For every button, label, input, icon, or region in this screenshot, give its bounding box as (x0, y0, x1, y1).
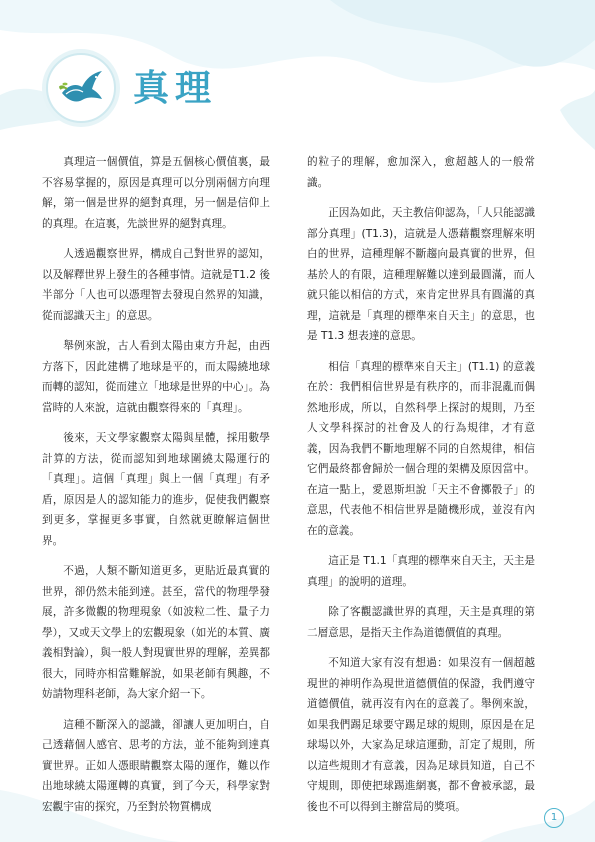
paragraph: 這種不斷深入的認識，卻讓人更加明白，自己透藉個人感官、思考的方法，並不能夠到達真實世界。正如人憑眼睛觀察太陽的運作，難以作出地球繞太陽運轉的真實，到了今天，科學家對宏觀宇宙的探究，乃至對於物質構成 (42, 718, 270, 813)
paragraph: 相信「真理的標準來自天主」(T1.1) 的意義在於：我們相信世界是有秩序的，而非混亂而偶然地形成，所以，自然科學上探討的規則，乃至人文學科探討的社會及人的行為規律，才有意義，因為我們不斷地理解不同的自然規律，相信它們最終都會歸於一個合理的架構及原因當中。在這一點上，愛恩斯坦說「天主不會擲骰子」的意思，代表他不相信世界是隨機形成，並沒有內在的意義。 (307, 360, 535, 537)
paragraph: 後來，天文學家觀察太陽與星體，採用數學計算的方法，從而認知到地球圍繞太陽運行的「真理」。這個「真理」與上一個「真理」有矛盾，原因是人的認知能力的進步，促使我們觀察到更多，掌握更多事實，自然就更瞭解這個世界。 (42, 432, 270, 547)
paragraph: 真理這一個價值，算是五個核心價值裏，最不容易掌握的，原因是真理可以分別兩個方向理解，第一個是世界的絕對真理，另一個是信仰上的真理。在這裏，先談世界的絕對真理。 (42, 156, 270, 230)
paragraph: 人透過觀察世界，構成自己對世界的認知，以及解釋世界上發生的各種事情。這就是T1.2 後半部分「人也可以憑理智去發現自然界的知識，從而認識天主」的意思。 (42, 248, 270, 322)
paragraph: 正因為如此，天主教信仰認為，「人只能認識部分真理」(T1.3)，這就是人憑藉觀察理解來明白的世界，這種理解不斷趨向最真實的世界，但基於人的有限，這種理解難以達到最圓滿，而人就只能以相信的方式，來肯定世界具有圓滿的真理，這就是「真理的標準來自天主」的意思，也是 T1.3 想表達的意思。 (307, 207, 535, 342)
left-column (42, 152, 270, 827)
paragraph-continuation: 的粒子的理解，愈加深入，愈超越人的一般常識。 (307, 156, 535, 189)
dove-icon (56, 65, 106, 111)
paragraph: 不過，人類不斷知道更多，更貼近最真實的世界，卻仍然未能到達。甚至，當代的物理學發展，許多微觀的物理現象（如波粒二性、量子力學），又或天文學上的宏觀現象（如光的本質、廣義相對論），與一般人對現實世界的理解，差異都很大，同時亦相當難解說，如果老師有興趣，不妨請物理科老師，為大家介紹一下。 (42, 565, 270, 700)
logo-badge (46, 53, 116, 123)
right-column (307, 152, 535, 827)
paragraph: 舉例來說，古人看到太陽由東方升起，由西方落下，因此建構了地球是平的，而太陽繞地球而轉的認知，從而建立「地球是世界的中心」。為當時的人來說，這就由觀察得來的「真理」。 (42, 340, 270, 414)
page-number: 1 (544, 808, 564, 828)
paragraph: 除了客觀認識世界的真理，天主是真理的第二層意思，是指天主作為道德價值的真理。 (307, 606, 535, 639)
paragraph: 不知道大家有沒有想過：如果沒有一個超越現世的神明作為現世道德價值的保證，我們遵守道德價值，就再沒有內在的意義了。舉例來說，如果我們踢足球要守踢足球的規則，原因是在足球場以外，大家為足球這運動，訂定了規則，所以這些規則才有意義，因為足球員知道，自己不守規則，即使把球踢進網裏，都不會被承認，最後也不可以得到主辦當局的獎項。 (307, 657, 535, 813)
page-title: 真理 (133, 68, 218, 109)
paragraph: 這正是 T1.1「真理的標準來自天主，天主是真理」的說明的道理。 (307, 555, 535, 588)
